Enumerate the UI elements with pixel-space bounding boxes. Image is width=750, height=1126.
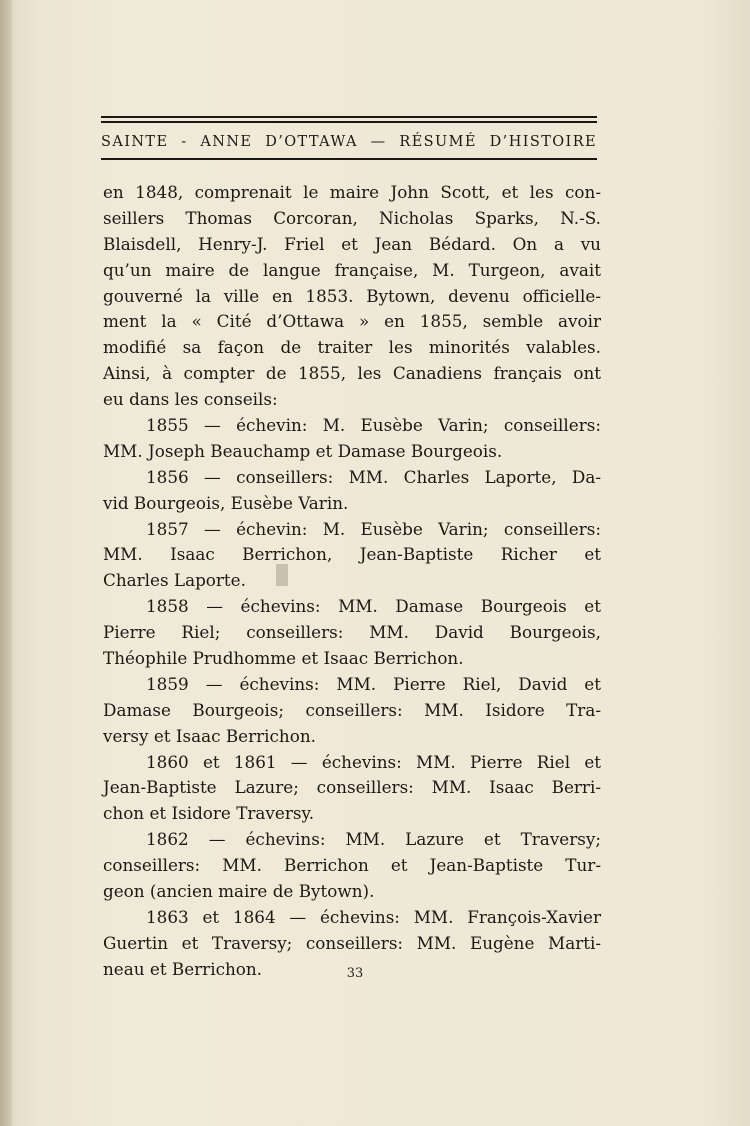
text-line: qu’un maire de langue française, M. Turgeon, avait [103,259,601,280]
text-line: chon et Isidore Traversy. [103,803,315,824]
text-line: ment la « Cité d’Ottawa » en 1855, semble avoir [103,311,601,332]
page-stain-mark [276,564,288,586]
text-line: MM. Isaac Berrichon, Jean-Baptiste Richer et [103,544,601,565]
page-spine-shadow [0,0,12,1126]
text-line: 1856 — conseillers: MM. Charles Laporte, Da- [146,466,601,487]
text-line: 1857 — échevin: M. Eusèbe Varin; conseillers: [146,518,601,539]
text-line: 1862 — échevins: MM. Lazure et Traversy; [146,829,601,850]
text-line: eu dans les conseils: [103,389,278,410]
header-bottom-rule [101,158,597,160]
text-line: Jean-Baptiste Lazure; conseillers: MM. Isaac Berri- [103,777,601,798]
text-line: 1858 — échevins: MM. Damase Bourgeois et [146,596,601,617]
text-line: MM. Joseph Beauchamp et Damase Bourgeois. [103,440,503,461]
text-line: 1863 et 1864 — échevins: MM. François-Xavier [146,906,601,927]
text-line: Ainsi, à compter de 1855, les Canadiens français ont [103,363,601,384]
text-line: seillers Thomas Corcoran, Nicholas Sparks, N.-S. [103,207,601,228]
body-text [103,180,601,983]
page-number: 33 [346,966,364,981]
text-line: 1859 — échevins: MM. Pierre Riel, David et [146,673,601,694]
text-line: Théophile Prudhomme et Isaac Berrichon. [103,648,464,669]
text-line: Charles Laporte. [103,570,246,591]
header-title: SAINTE - ANNE D’OTTAWA — RÉSUMÉ D’HISTOIRE [101,134,597,150]
header-double-rule [101,116,597,123]
text-line: vid Bourgeois, Eusèbe Varin. [103,492,349,513]
text-line: 1860 et 1861 — échevins: MM. Pierre Riel et [146,751,601,772]
text-line: modifié sa façon de traiter les minorités valables. [103,337,601,358]
text-line: gouverné la ville en 1853. Bytown, devenu officielle- [103,285,601,306]
text-line: 1855 — échevin: M. Eusèbe Varin; conseillers: [146,415,601,436]
text-line: Blaisdell, Henry-J. Friel et Jean Bédard. On a vu [103,233,601,254]
text-line: geon (ancien maire de Bytown). [103,881,375,902]
running-header [101,116,597,160]
text-line: neau et Berrichon. [103,958,263,979]
text-line: Damase Bourgeois; conseillers: MM. Isidore Tra- [103,699,601,720]
text-line: en 1848, comprenait le maire John Scott, et les con- [103,182,601,202]
text-line: versy et Isaac Berrichon. [103,725,316,746]
text-line: Guertin et Traversy; conseillers: MM. Eugène Marti- [103,932,601,953]
text-line: conseillers: MM. Berrichon et Jean-Baptiste Tur- [103,855,601,876]
text-line: Pierre Riel; conseillers: MM. David Bourgeois, [103,622,601,643]
